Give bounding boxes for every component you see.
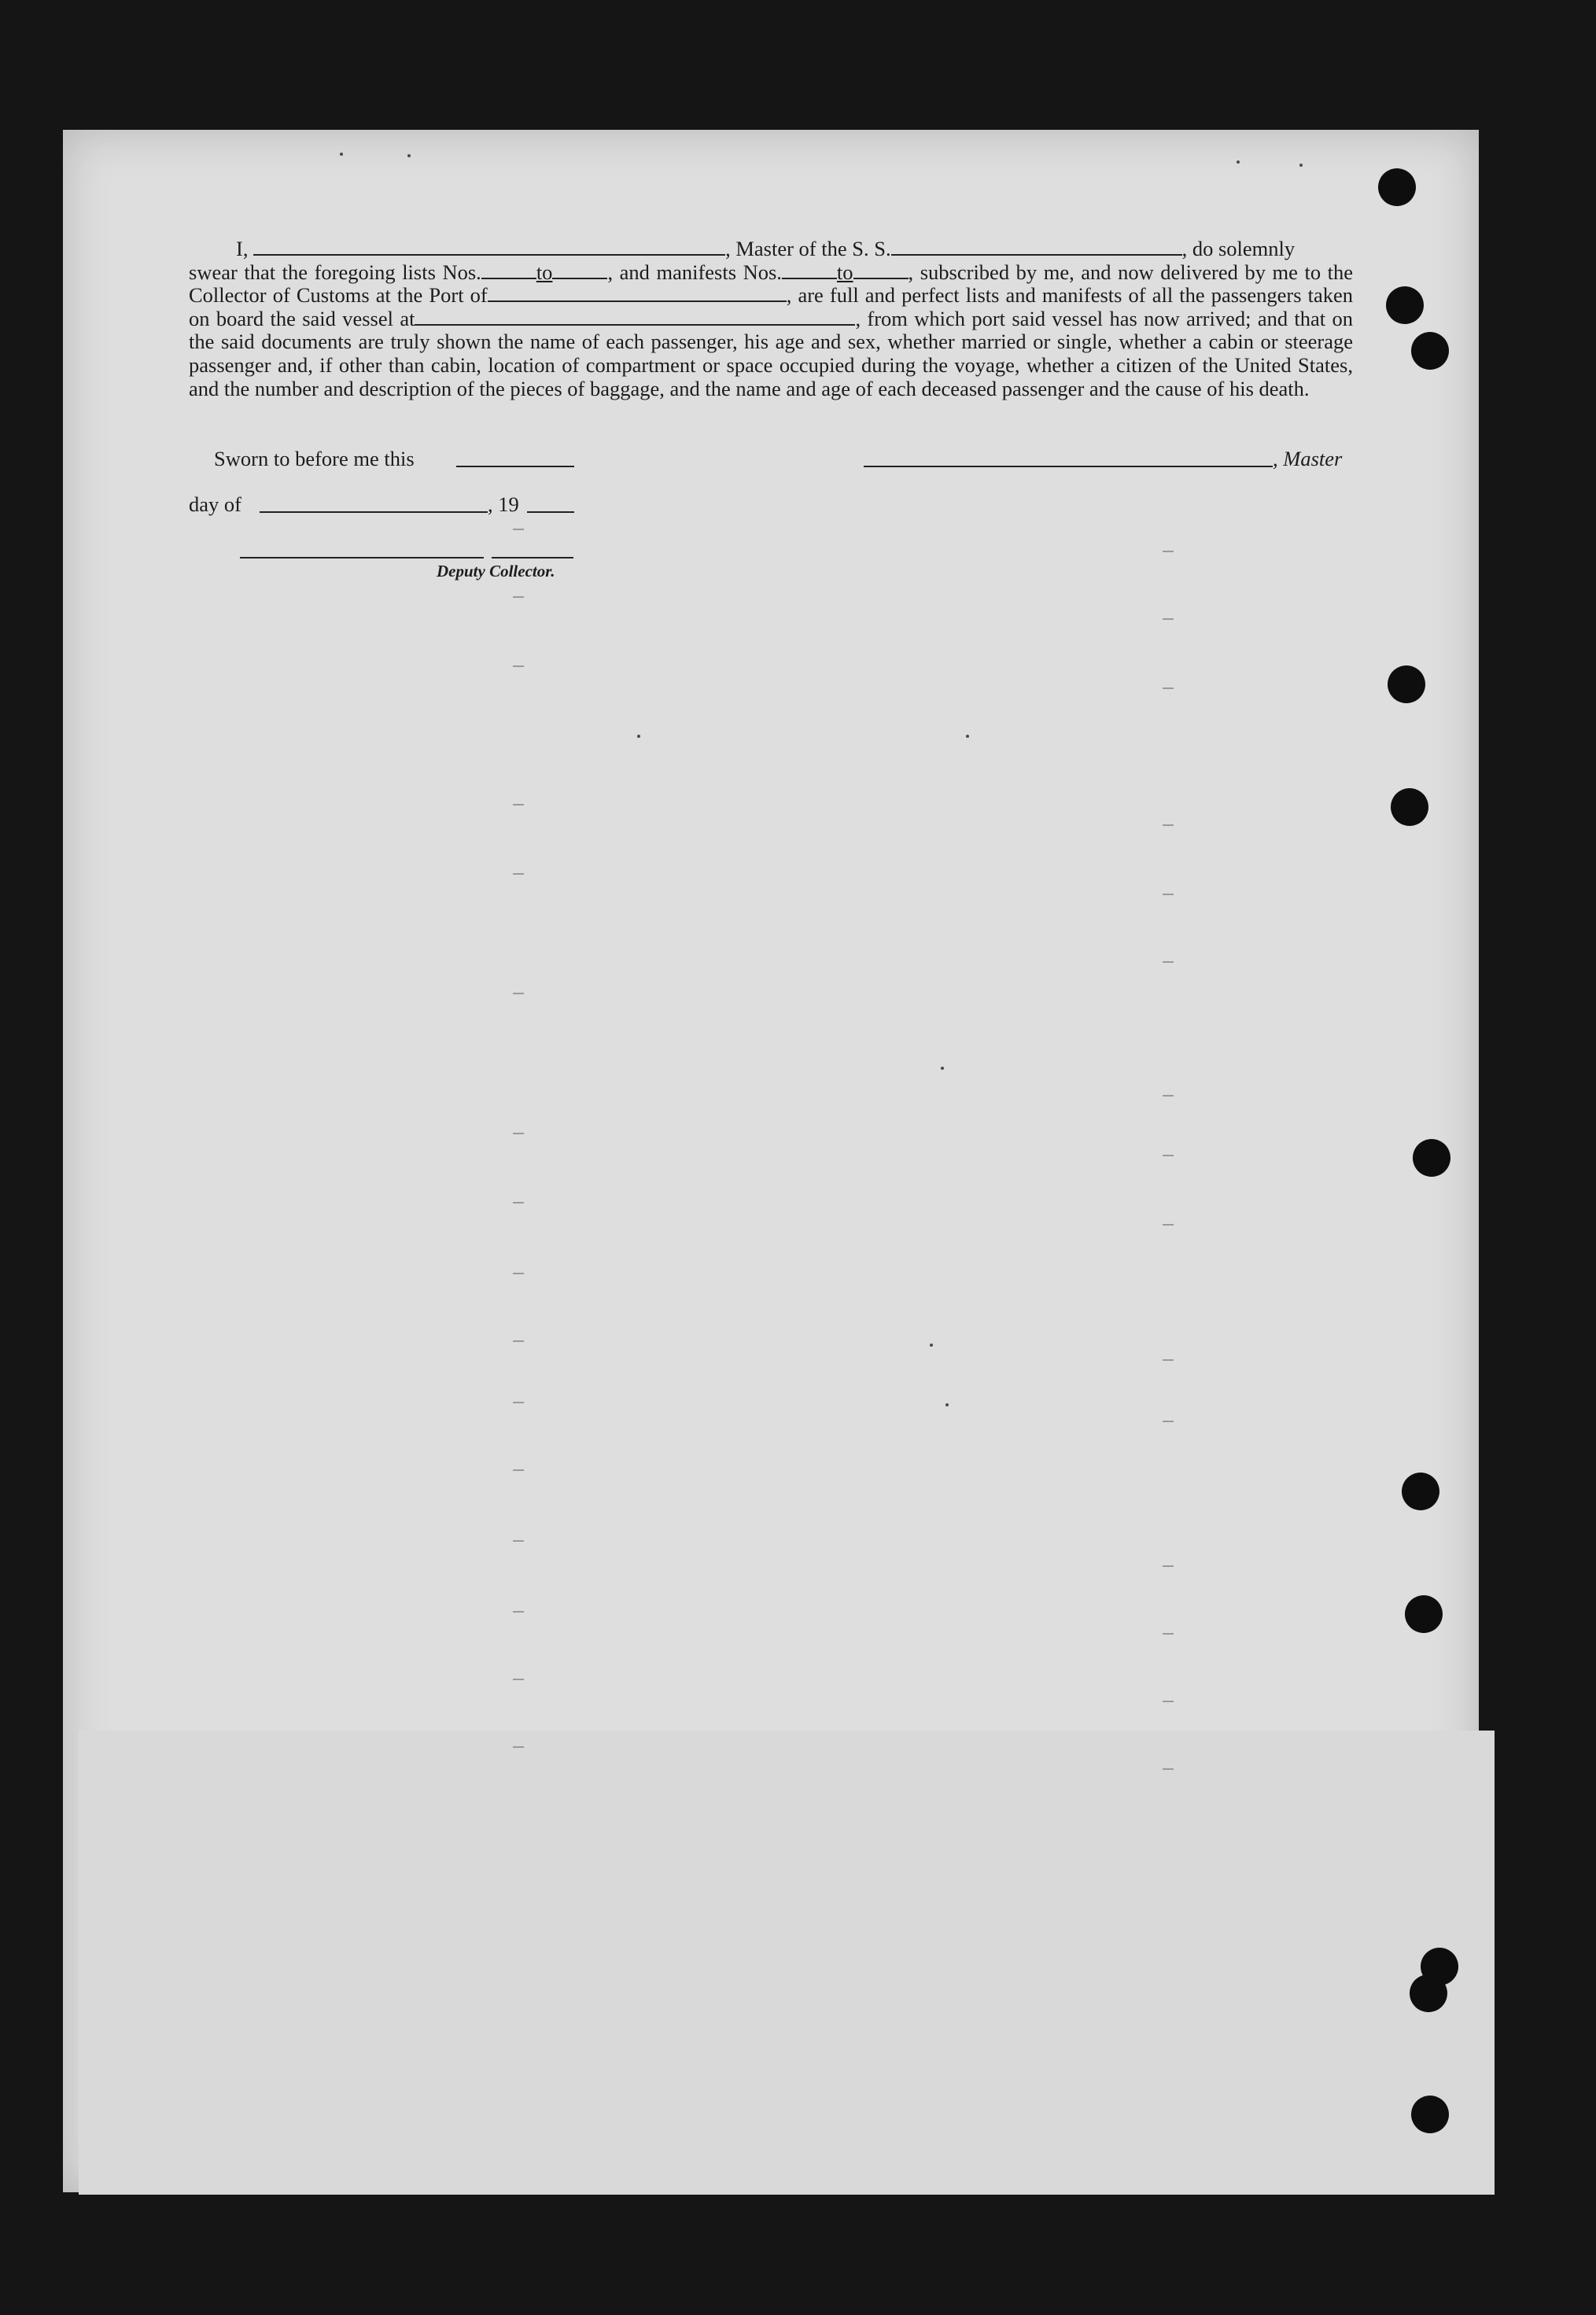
bleed-mark xyxy=(1163,961,1174,963)
year-prefix: , 19 xyxy=(488,492,519,516)
bleed-mark xyxy=(513,1133,524,1134)
bleed-mark xyxy=(1163,1565,1174,1567)
deputy-signature-blank-2 xyxy=(492,557,573,558)
bleed-mark xyxy=(1163,1768,1174,1770)
manifests-to-blank xyxy=(853,262,909,279)
vessel-name-blank xyxy=(891,238,1182,256)
speck xyxy=(930,1344,933,1347)
bleed-mark xyxy=(513,1273,524,1274)
bleed-mark xyxy=(513,1340,524,1342)
bleed-mark xyxy=(513,1402,524,1403)
punch-hole xyxy=(1410,1974,1447,2012)
punch-hole xyxy=(1386,286,1424,324)
oath-full-perfect: , are full and perfect lists and manifests of all the passengers taken on board the said vessel at xyxy=(189,283,1353,330)
master-signature-blank xyxy=(864,466,1273,467)
oath-i: I, xyxy=(236,237,249,260)
bleed-mark xyxy=(1163,1359,1174,1361)
year-blank xyxy=(527,511,574,513)
departure-port-blank xyxy=(415,308,855,326)
punch-hole xyxy=(1405,1595,1443,1633)
speck xyxy=(340,153,343,156)
bleed-mark xyxy=(513,1202,524,1204)
bleed-mark xyxy=(513,529,524,530)
punch-hole xyxy=(1388,665,1425,703)
oath-do-solemnly: , do solemnly xyxy=(1181,237,1296,260)
punch-hole xyxy=(1378,168,1416,206)
oath-to-2: to xyxy=(836,260,853,284)
sworn-line xyxy=(214,447,415,471)
lists-from-blank xyxy=(481,262,536,279)
deputy-collector-caption: Deputy Collector. xyxy=(437,562,555,581)
bleed-mark xyxy=(1163,824,1174,826)
oath-master-of-ss: , Master of the S. S. xyxy=(725,237,891,260)
bleed-mark xyxy=(513,665,524,667)
oath-swear: swear that the foregoing lists Nos. xyxy=(189,260,481,284)
oath-and-manifests: , and manifests Nos. xyxy=(607,260,782,284)
bleed-mark xyxy=(513,1679,524,1680)
port-blank xyxy=(488,285,787,302)
lists-to-blank xyxy=(552,262,607,279)
day-of-label: day of xyxy=(189,492,241,516)
bleed-mark xyxy=(1163,618,1174,620)
deputy-signature-blank xyxy=(240,557,484,558)
bleed-mark xyxy=(513,804,524,805)
speck xyxy=(637,735,640,738)
document-page-lower xyxy=(79,1731,1495,2195)
speck xyxy=(945,1403,949,1406)
bleed-mark xyxy=(1163,551,1174,552)
punch-hole xyxy=(1391,788,1428,826)
bleed-mark xyxy=(1163,687,1174,689)
speck xyxy=(407,154,411,157)
bleed-mark xyxy=(1163,1701,1174,1702)
bleed-mark xyxy=(513,1611,524,1613)
bleed-mark xyxy=(1163,1633,1174,1635)
punch-hole xyxy=(1402,1473,1439,1510)
bleed-mark xyxy=(1163,1224,1174,1226)
manifests-from-blank xyxy=(782,262,837,279)
oath-to-1: to xyxy=(536,260,553,284)
speck xyxy=(941,1067,944,1070)
punch-hole xyxy=(1411,2096,1449,2133)
master-signature-label: , Master xyxy=(1273,447,1343,470)
oath-subscribed: , subscribed by me, and now delivered by me to the Collector of Customs at the Port of xyxy=(189,260,1354,308)
punch-hole xyxy=(1413,1139,1450,1177)
speck xyxy=(1299,164,1303,167)
bleed-mark xyxy=(513,873,524,875)
bleed-mark xyxy=(513,1540,524,1542)
bleed-mark xyxy=(1163,1421,1174,1422)
bleed-mark xyxy=(1163,894,1174,895)
bleed-mark xyxy=(513,1469,524,1471)
bleed-mark xyxy=(513,1746,524,1748)
punch-hole xyxy=(1411,332,1449,370)
bleed-mark xyxy=(513,596,524,598)
day-of-blank xyxy=(260,511,488,513)
sworn-text: Sworn to before me this xyxy=(214,447,415,470)
bleed-mark xyxy=(1163,1095,1174,1097)
bleed-mark xyxy=(513,993,524,994)
sworn-date-blank xyxy=(456,466,574,467)
bleed-mark xyxy=(1163,1155,1174,1156)
oath-paragraph xyxy=(189,238,1353,400)
oath-rest: , from which port said vessel has now arrived; and that on the said documents are truly shown the name of each passenger, his age and sex, whether married or single, whether a cabin or steerage passenger and, if other than cabin, location of compartment or space occupied during the voyage, whether a citizen of the United States, and the number and description of the pieces of baggage, and the name and age of each deceased passenger and the cause of his death. xyxy=(189,306,1353,400)
master-name-blank xyxy=(253,238,725,256)
speck xyxy=(966,735,969,738)
speck xyxy=(1237,160,1240,164)
